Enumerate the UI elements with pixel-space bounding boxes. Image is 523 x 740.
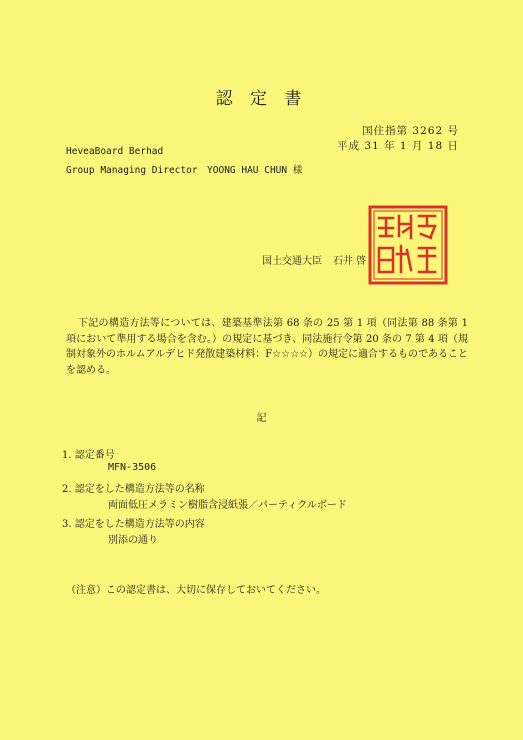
recipient-name: Group Managing Director YOONG HAU CHUN 様 xyxy=(66,165,303,176)
item-3-heading: 3. 認定をした構造方法等の内容 xyxy=(62,519,205,530)
item-2-value: 両面低圧メラミン樹脂含浸紙張／パーティクルボード xyxy=(108,500,347,511)
item-2-heading: 2. 認定をした構造方法等の名称 xyxy=(62,484,205,495)
item-1-value: MFN-3506 xyxy=(108,462,157,473)
reference-number: 国住指第 3262 号 xyxy=(362,125,459,137)
issuer-organization: 国土交通大臣 xyxy=(262,256,322,267)
item-1-heading: 1. 認定番号 xyxy=(62,450,115,461)
recipient-company: HeveaBoard Berhad xyxy=(66,146,164,157)
section-marker: 記 xyxy=(256,413,267,424)
issue-date: 平成 31 年 1 月 18 日 xyxy=(337,140,459,152)
item-3-value: 別添の通り xyxy=(108,535,158,546)
document-title: 認 定 書 xyxy=(215,89,308,109)
issuer-name: 石井 啓 xyxy=(333,256,367,267)
note-text: （注意）この認定書は、大切に保存しておいてください。 xyxy=(66,585,326,596)
certification-statement: 下記の構造方法等については、建築基準法第 68 条の 25 第 1 項（同法第 88 条第 1 項において準用する場合を含む。）の規定に基づき、同法施行令第 20 条の 7 第 4 項（規制対象外のホルムアルデヒド発散建築材料：F☆☆☆☆）の規定に適合するものであることを認める。 xyxy=(66,318,468,376)
official-seal-icon xyxy=(367,204,449,286)
